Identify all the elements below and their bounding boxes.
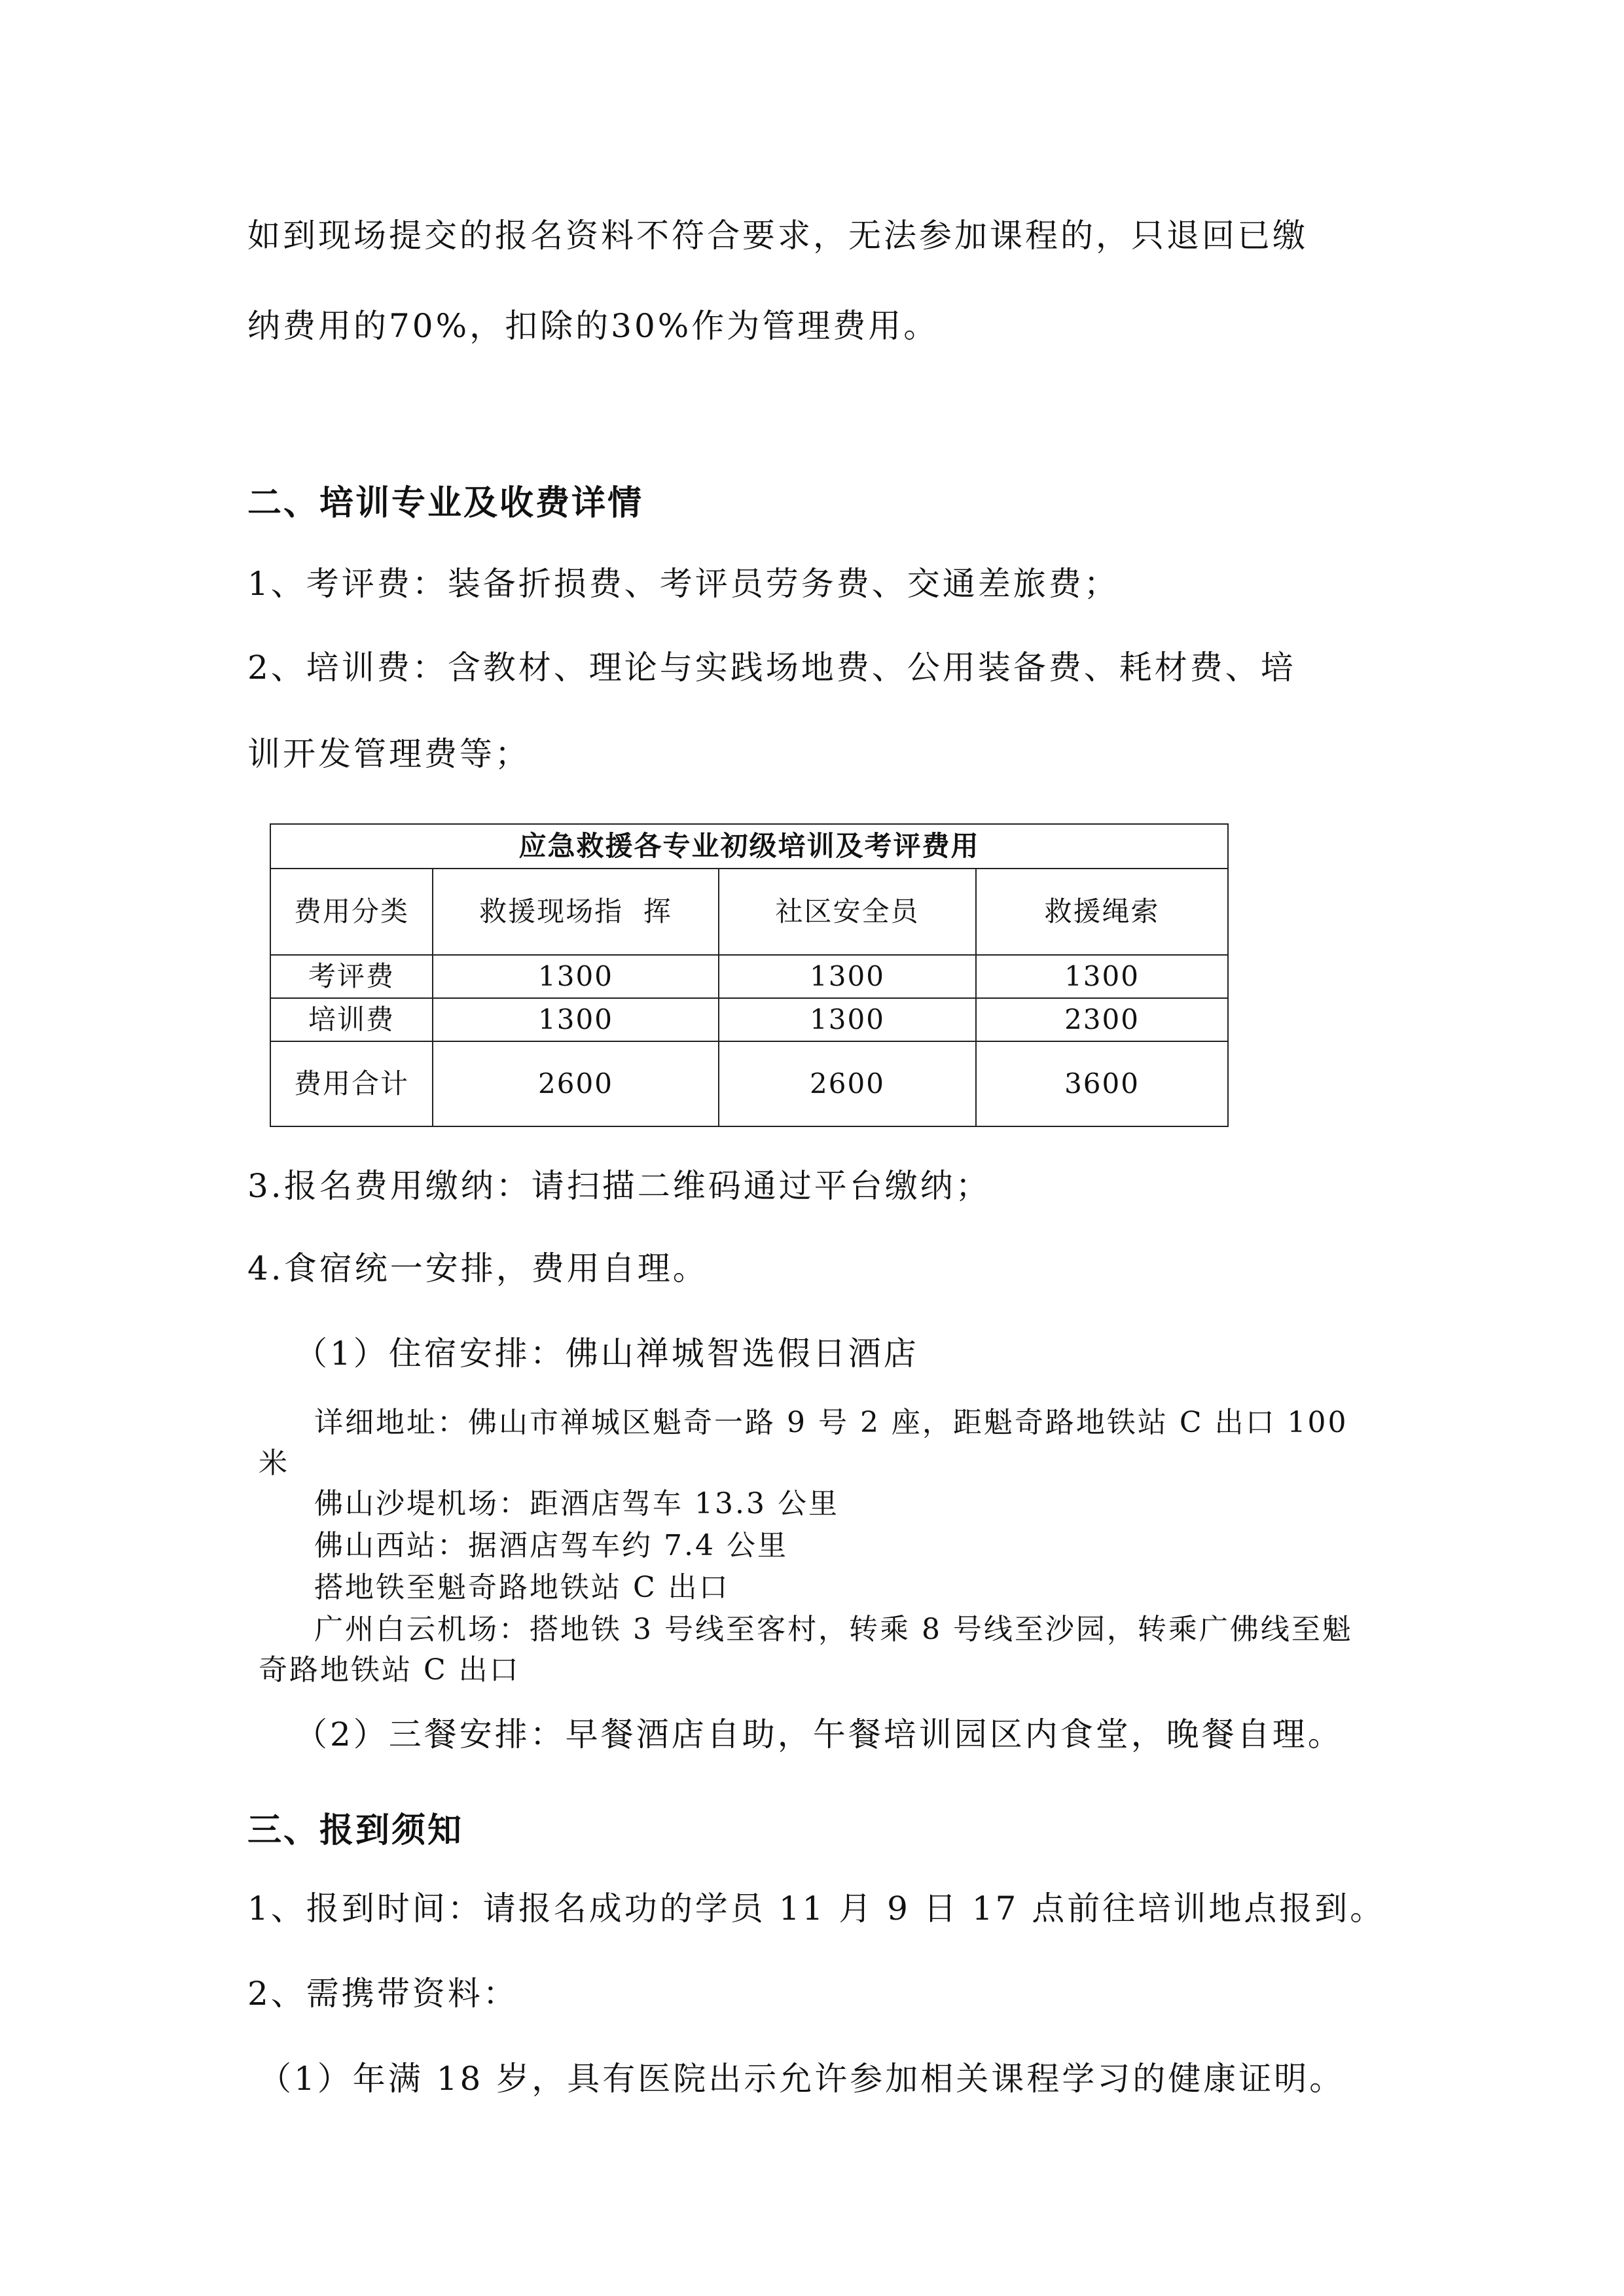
fee-table-cell: 2300	[976, 998, 1228, 1041]
fee-table-header-row	[270, 869, 1228, 955]
section3-item1: 1、报到时间：请报名成功的学员 11 月 9 日 17 点前往培训地点报到。	[247, 1890, 1386, 1928]
fee-table	[270, 823, 1229, 1127]
fee-table-row-label: 考评费	[270, 955, 433, 998]
fee-table-cell: 1300	[719, 998, 976, 1041]
fee-table-cell: 1300	[976, 955, 1228, 998]
section2-item2-line1: 2、培训费：含教材、理论与实践场地费、公用装备费、耗材费、培	[247, 649, 1296, 687]
fee-table-header-col2: 社区安全员	[719, 869, 976, 955]
lodging-baiyun-line1: 广州白云机场：搭地铁 3 号线至客村，转乘 8 号线至沙园，转乘广佛线至魁	[314, 1613, 1353, 1646]
fee-table-header-col3: 救援绳索	[976, 869, 1228, 955]
fee-table-cell: 1300	[719, 955, 976, 998]
fee-table-row-label: 费用合计	[270, 1041, 433, 1126]
fee-table-cell: 1300	[433, 998, 719, 1041]
section3-item2-1: （1）年满 18 岁，具有医院出示允许参加相关课程学习的健康证明。	[259, 2060, 1345, 2098]
section3-item2: 2、需携带资料：	[247, 1975, 518, 2013]
lodging-title: （1）住宿安排：佛山禅城智选假日酒店	[295, 1335, 919, 1372]
intro-paragraph-line2: 纳费用的70%，扣除的30%作为管理费用。	[247, 307, 939, 345]
lodging-airport: 佛山沙堤机场：距酒店驾车 13.3 公里	[314, 1487, 839, 1520]
section3-heading: 三、报到须知	[247, 1811, 464, 1850]
lodging-west-station: 佛山西站：据酒店驾车约 7.4 公里	[314, 1529, 788, 1562]
lodging-baiyun-line2: 奇路地铁站 C 出口	[259, 1653, 520, 1687]
fee-table-cell: 2600	[433, 1041, 719, 1126]
fee-table-header-col1: 救援现场指 挥	[433, 869, 719, 955]
fee-table-row-label: 培训费	[270, 998, 433, 1041]
lodging-metro: 搭地铁至魁奇路地铁站 C 出口	[314, 1571, 730, 1604]
item3-payment: 3.报名费用缴纳：请扫描二维码通过平台缴纳；	[247, 1167, 991, 1205]
item4-lodging-meals: 4.食宿统一安排，费用自理。	[247, 1249, 708, 1287]
fee-table-title: 应急救援各专业初级培训及考评费用	[270, 824, 1228, 869]
section2-heading: 二、培训专业及收费详情	[247, 484, 644, 523]
fee-table-row	[270, 998, 1228, 1041]
fee-table-cell: 2600	[719, 1041, 976, 1126]
lodging-address-line2: 米	[259, 1446, 289, 1480]
fee-table-title-row	[270, 824, 1228, 869]
fee-table-row	[270, 955, 1228, 998]
section2-item1: 1、考评费：装备折损费、考评员劳务费、交通差旅费；	[247, 565, 1119, 603]
fee-table-header-category: 费用分类	[270, 869, 433, 955]
meals-arrangement: （2）三餐安排：早餐酒店自助，午餐培训园区内食堂，晚餐自理。	[295, 1715, 1343, 1753]
fee-table-cell: 1300	[433, 955, 719, 998]
lodging-address-line1: 详细地址：佛山市禅城区魁奇一路 9 号 2 座，距魁奇路地铁站 C 出口 100	[314, 1406, 1348, 1439]
fee-table-row	[270, 1041, 1228, 1126]
intro-paragraph-line1: 如到现场提交的报名资料不符合要求，无法参加课程的，只退回已缴	[247, 217, 1308, 255]
section2-item2-line2: 训开发管理费等；	[247, 735, 530, 773]
fee-table-cell: 3600	[976, 1041, 1228, 1126]
